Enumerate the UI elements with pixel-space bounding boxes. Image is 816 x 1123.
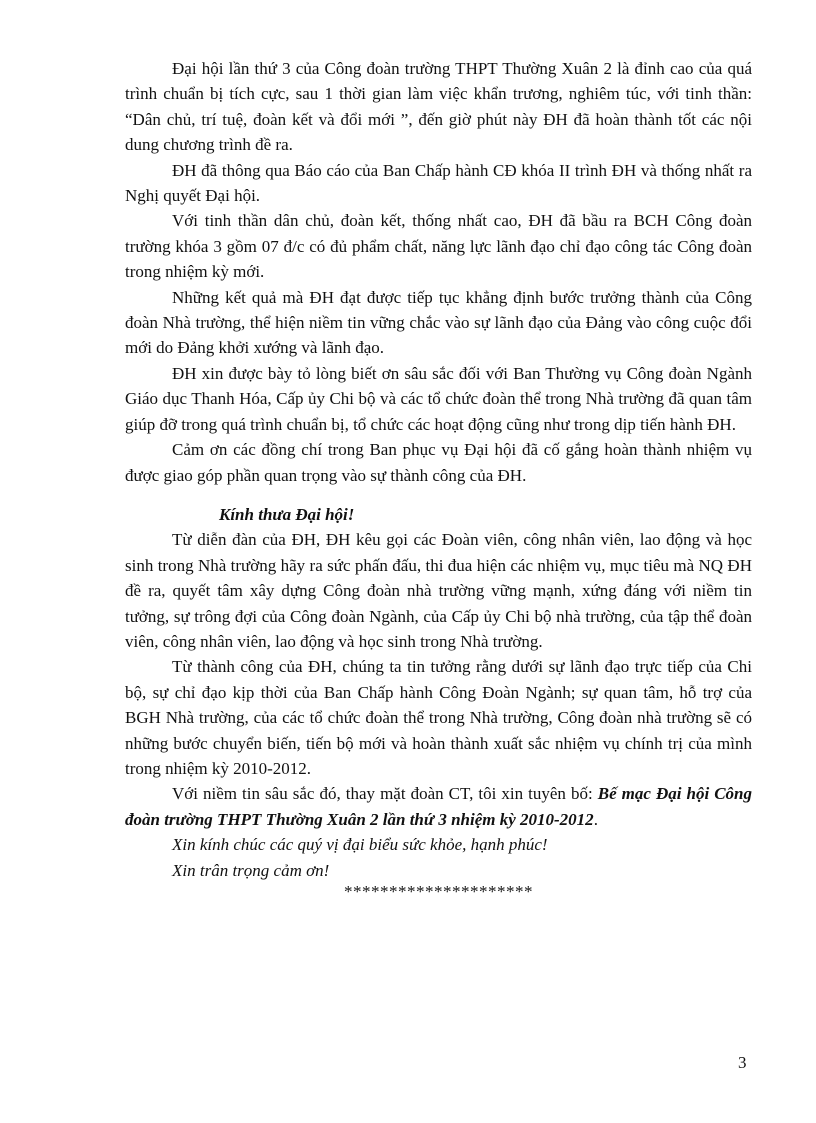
paragraph-gratitude: ĐH xin được bày tỏ lòng biết ơn sâu sắc đối với Ban Thường vụ Công đoàn Ngành Giáo dục Thanh Hóa, Cấp ủy Chi bộ và các tổ chức đoàn thể trong Nhà trường đã quan tâm giúp đỡ trong quá trình chuẩn bị, tổ chức các hoạt động cũng như trong dịp tiến hành ĐH. — [125, 363, 752, 434]
section-spacer — [125, 488, 752, 502]
separator-stars: ********************* — [344, 882, 533, 901]
closing-wish: Xin kính chúc các quý vị đại biểu sức khỏe, hạnh phúc! — [172, 835, 548, 855]
page-number: 3 — [738, 1053, 747, 1072]
declaration-end: . — [593, 809, 598, 829]
paragraph-thanks-service-team: Cảm ơn các đồng chí trong Ban phục vụ Đại hội đã cố gắng hoàn thành nhiệm vụ được giao góp phần quan trọng vào sự thành công của ĐH. — [125, 440, 752, 485]
paragraph-call-to-action: Từ diễn đàn của ĐH, ĐH kêu gọi các Đoàn viên, công nhân viên, lao động và học sinh trong Nhà trường hãy ra sức phấn đấu, thi đua hiện các nhiệm vụ, mục tiêu mà NQ ĐH đề ra, quyết tâm xây dựng Công đoàn nhà trường vững mạnh, xứng đáng với niềm tin tưởng, sự trông đợi của Công đoàn Ngành, của Cấp ủy Chi bộ nhà trường, của tập thể đoàn viên, công nhân viên, lao động và học sinh trong Nhà trường. — [125, 530, 752, 651]
declaration-emphasis: Bế mạc Đại hội Công đoàn trường THPT Thường Xuân 2 lần thứ 3 nhiệm kỳ 2010-2012 — [125, 784, 753, 829]
paragraph-report-approval: ĐH đã thông qua Báo cáo của Ban Chấp hành CĐ khóa II trình ĐH và thống nhất ra Nghị quyết Đại hội. — [125, 160, 752, 206]
paragraph-closing-declaration — [125, 781, 752, 832]
paragraph-executive-election: Với tinh thần dân chủ, đoàn kết, thống nhất cao, ĐH đã bầu ra BCH Công đoàn trường khóa 3 gồm 07 đ/c có đủ phẩm chất, năng lực lãnh đạo chỉ đạo công tác Công đoàn trong nhiệm kỳ mới. — [125, 211, 752, 282]
paragraph-confidence: Từ thành công của ĐH, chúng ta tin tưởng rằng dưới sự lãnh đạo trực tiếp của Chi bộ, sự chỉ đạo kịp thời của Ban Chấp hành Công Đoàn Ngành; sự quan tâm, hỗ trợ của BGH Nhà trường, của các tổ chức đoàn thể trong Nhà trường, Công đoàn nhà trường sẽ có những bước chuyển biến, tiến bộ mới và hoàn thành xuất sắc nhiệm vụ chính trị của mình trong nhiệm kỳ 2010-2012. — [125, 657, 752, 778]
salutation-heading: Kính thưa Đại hội! — [219, 504, 355, 524]
paragraph-achievements: Những kết quả mà ĐH đạt được tiếp tục khẳng định bước trưởng thành của Công đoàn Nhà trường, thể hiện niềm tin vững chắc vào sự lãnh đạo của Đảng vào công cuộc đổi mới do Đảng khởi xướng và lãnh đạo. — [125, 287, 752, 358]
declaration-intro: Với niềm tin sâu sắc đó, thay mặt đoàn CT, tôi xin tuyên bố: — [172, 784, 598, 804]
closing-thanks: Xin trân trọng cảm ơn! — [172, 860, 330, 880]
paragraph-congress-summary: Đại hội lần thứ 3 của Công đoàn trường THPT Thường Xuân 2 là đỉnh cao của quá trình chuẩn bị tích cực, sau 1 thời gian làm việc khẩn trương, nghiêm túc, với tinh thần: “Dân chủ, trí tuệ, đoàn kết và đổi mới ”, đến giờ phút này ĐH đã hoàn thành tốt các nội dung chương trình đề ra. — [125, 59, 752, 155]
document-body — [125, 56, 752, 901]
